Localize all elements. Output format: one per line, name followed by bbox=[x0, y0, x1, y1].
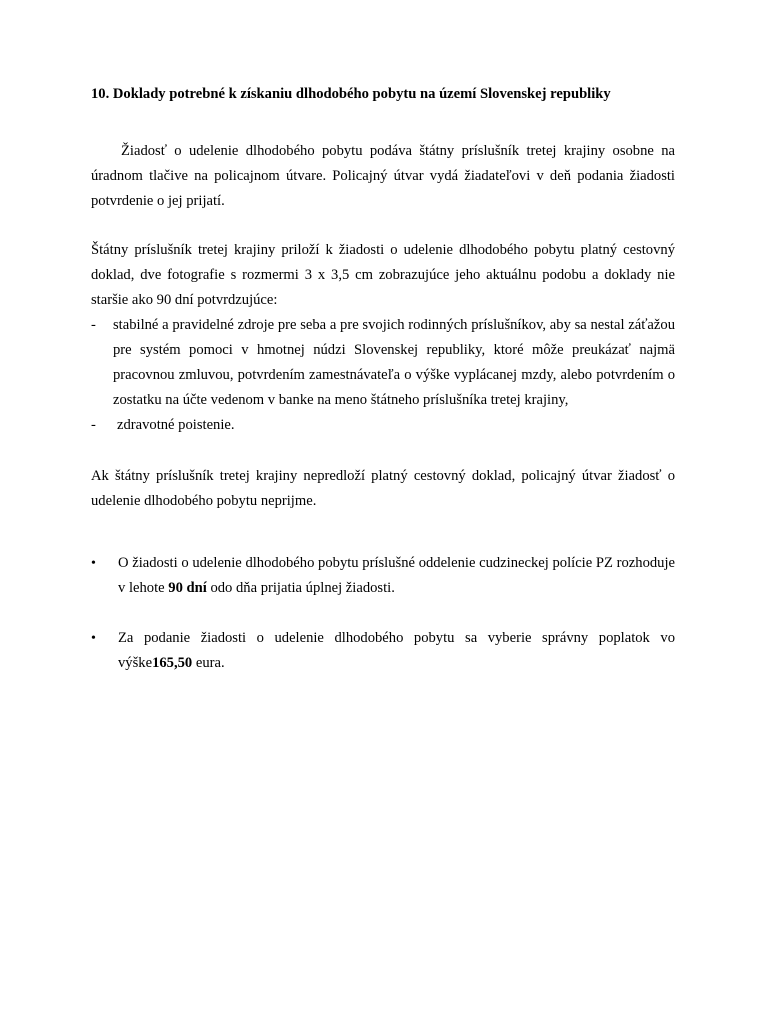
dash-item-income bbox=[91, 313, 675, 413]
bullet-item-deadline bbox=[91, 551, 675, 601]
bullet-item-fee bbox=[91, 626, 675, 676]
bullet-marker: • bbox=[91, 556, 96, 571]
bullet-item-text bbox=[118, 626, 675, 676]
bullet-text-after: eura. bbox=[192, 655, 225, 671]
bullet-marker: • bbox=[91, 631, 96, 646]
paragraph-rejection: Ak štátny príslušník tretej krajiny nepredloží platný cestovný doklad, policajný útvar žiadosť o udelenie dlhodobého pobytu neprijme. bbox=[91, 468, 675, 509]
dash-item-text: zdravotné poistenie. bbox=[117, 417, 235, 433]
bullet-text-after: odo dňa prijatia úplnej žiadosti. bbox=[206, 580, 395, 596]
bullet-text-before: Za podanie žiadosti o udelenie dlhodobého pobytu sa vyberie správny poplatok vo výške bbox=[118, 630, 675, 671]
bullet-text-bold: 165,50 bbox=[152, 655, 193, 671]
bullet-list bbox=[91, 551, 675, 676]
document-content bbox=[91, 82, 675, 676]
section-heading: 10. Doklady potrebné k získaniu dlhodobého pobytu na území Slovenskej republiky bbox=[91, 86, 611, 102]
bullet-text-before: O žiadosti o udelenie dlhodobého pobytu príslušné oddelenie cudzineckej polície PZ rozhoduje v lehote bbox=[118, 555, 675, 596]
dash-marker: - bbox=[91, 417, 96, 433]
dash-item-insurance bbox=[91, 413, 675, 438]
dash-item-text: stabilné a pravidelné zdroje pre seba a pre svojich rodinných príslušníkov, aby sa nestal záťažou pre systém pomoci v hmotnej núdzi Slovenskej republiky, ktoré môže preukázať najmä pracovnou zmluvou, potvrdením zamestnávateľa o výške vyplácanej mzdy, alebo potvrdením o zostatku na účte vedenom v banke na meno štátneho príslušníka tretej krajiny, bbox=[113, 317, 675, 408]
bullet-item-text bbox=[118, 551, 675, 601]
bullet-text-bold: 90 dní bbox=[168, 580, 207, 596]
dash-marker: - bbox=[91, 317, 96, 333]
paragraph-attachments: Štátny príslušník tretej krajiny priloží k žiadosti o udelenie dlhodobého pobytu platný cestovný doklad, dve fotografie s rozmermi 3 x 3,5 cm zobrazujúce jeho aktuálnu podobu a doklady nie staršie ako 90 dní potvrdzujúce: bbox=[91, 242, 675, 308]
paragraph-application: Žiadosť o udelenie dlhodobého pobytu podáva štátny príslušník tretej krajiny osobne na úradnom tlačive na policajnom útvare. Policajný útvar vydá žiadateľovi v deň podania žiadosti potvrdenie o jej prijatí. bbox=[91, 143, 675, 209]
